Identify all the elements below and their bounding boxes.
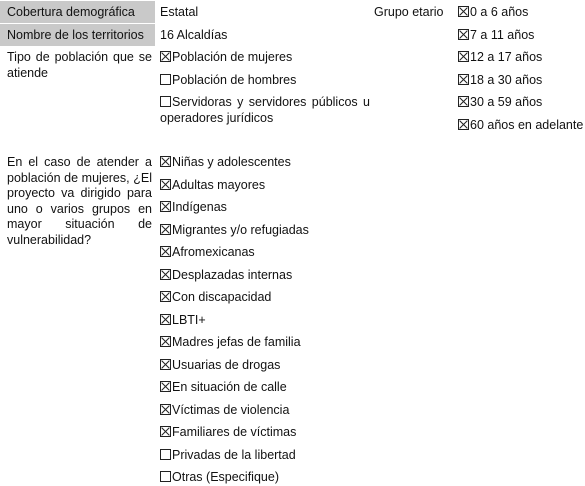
vulnerability-option[interactable]	[160, 425, 309, 448]
vulnerability-option[interactable]	[160, 200, 309, 223]
checkbox-checked-icon[interactable]	[160, 156, 171, 167]
checkbox-checked-icon[interactable]	[160, 179, 171, 190]
age-group-item[interactable]	[458, 95, 583, 118]
checkbox-empty-icon[interactable]	[160, 74, 171, 85]
age-group-item-label: 0 a 6 años	[470, 5, 529, 19]
vulnerability-option-label: Afromexicanas	[172, 245, 255, 259]
checkbox-checked-icon[interactable]	[458, 29, 469, 40]
territories-label: Nombre de los territorios	[0, 24, 155, 46]
checkbox-checked-icon[interactable]	[160, 291, 171, 302]
checkbox-checked-icon[interactable]	[160, 246, 171, 257]
vulnerability-option[interactable]	[160, 380, 309, 403]
checkbox-checked-icon[interactable]	[160, 51, 171, 62]
checkbox-empty-icon[interactable]	[160, 96, 171, 107]
vulnerability-option-label: Migrantes y/o refugiadas	[172, 222, 309, 237]
checkbox-checked-icon[interactable]	[160, 336, 171, 347]
vulnerability-option-label: Con discapacidad	[172, 290, 272, 304]
checkbox-checked-icon[interactable]	[458, 51, 469, 62]
coverage-label: Cobertura demográfica	[0, 1, 155, 23]
population-type-options	[160, 50, 370, 126]
population-option[interactable]	[160, 50, 370, 73]
vulnerability-option-label: En situación de calle	[172, 380, 287, 394]
vulnerability-question: En el caso de atender a población de mujeres, ¿El proyecto va dirigido para uno o varios grupos en mayor situación de vulnerabilidad?	[7, 155, 152, 247]
vulnerability-option-label: Privadas de la libertad	[172, 447, 296, 462]
population-option[interactable]	[160, 95, 370, 126]
checkbox-checked-icon[interactable]	[160, 314, 171, 325]
population-option-label: Servidoras y servidores públicos u operadores jurídicos	[160, 95, 370, 125]
vulnerability-option[interactable]	[160, 358, 309, 381]
vulnerability-option[interactable]	[160, 403, 309, 426]
vulnerability-option[interactable]	[160, 470, 309, 486]
vulnerability-option[interactable]	[160, 313, 309, 336]
age-group-item[interactable]	[458, 50, 583, 73]
population-type-label: Tipo de población que se atiende	[7, 50, 152, 80]
age-group-item-label: 18 a 30 años	[470, 72, 543, 87]
checkbox-checked-icon[interactable]	[458, 74, 469, 85]
checkbox-checked-icon[interactable]	[458, 6, 469, 17]
vulnerability-option[interactable]	[160, 223, 309, 246]
checkbox-checked-icon[interactable]	[458, 119, 469, 130]
checkbox-checked-icon[interactable]	[160, 201, 171, 212]
age-group-item-label: 12 a 17 años	[470, 50, 543, 65]
territories-value: 16 Alcaldías	[160, 28, 228, 42]
vulnerability-options	[160, 155, 309, 486]
vulnerability-option-label: Otras (Especifique)	[172, 470, 279, 484]
checkbox-empty-icon[interactable]	[160, 449, 171, 460]
vulnerability-option[interactable]	[160, 268, 309, 291]
population-option-label: Población de hombres	[172, 72, 297, 87]
checkbox-checked-icon[interactable]	[160, 359, 171, 370]
age-group-item-label: 60 años en adelante	[470, 117, 584, 132]
vulnerability-option[interactable]	[160, 290, 309, 313]
vulnerability-option-label: Niñas y adolescentes	[172, 155, 291, 169]
coverage-value: Estatal	[160, 5, 199, 19]
vulnerability-option[interactable]	[160, 335, 309, 358]
checkbox-empty-icon[interactable]	[160, 471, 171, 482]
vulnerability-option-label: LBTI+	[172, 312, 206, 327]
age-group-label: Grupo etario	[374, 5, 444, 19]
age-group-item[interactable]	[458, 5, 583, 28]
age-group-item[interactable]	[458, 28, 583, 51]
checkbox-checked-icon[interactable]	[160, 426, 171, 437]
vulnerability-option[interactable]	[160, 448, 309, 471]
vulnerability-option-label: Usuarias de drogas	[172, 357, 281, 372]
checkbox-checked-icon[interactable]	[160, 404, 171, 415]
checkbox-checked-icon[interactable]	[458, 96, 469, 107]
checkbox-checked-icon[interactable]	[160, 381, 171, 392]
vulnerability-option-label: Adultas mayores	[172, 177, 266, 192]
population-option-label: Población de mujeres	[172, 50, 293, 64]
vulnerability-option-label: Desplazadas internas	[172, 267, 293, 282]
age-group-item[interactable]	[458, 118, 583, 141]
vulnerability-option-label: Madres jefas de familia	[172, 335, 301, 349]
vulnerability-option-label: Familiares de víctimas	[172, 425, 297, 439]
vulnerability-option[interactable]	[160, 178, 309, 201]
age-group-item-label: 30 a 59 años	[470, 95, 543, 110]
checkbox-checked-icon[interactable]	[160, 224, 171, 235]
age-group-item-label: 7 a 11 años	[470, 27, 535, 42]
vulnerability-option[interactable]	[160, 155, 309, 178]
age-group-list	[458, 5, 583, 141]
age-group-item[interactable]	[458, 73, 583, 96]
vulnerability-option-label: Víctimas de violencia	[172, 402, 290, 417]
checkbox-checked-icon[interactable]	[160, 269, 171, 280]
population-option[interactable]	[160, 73, 370, 96]
vulnerability-option[interactable]	[160, 245, 309, 268]
vulnerability-option-label: Indígenas	[172, 200, 227, 214]
